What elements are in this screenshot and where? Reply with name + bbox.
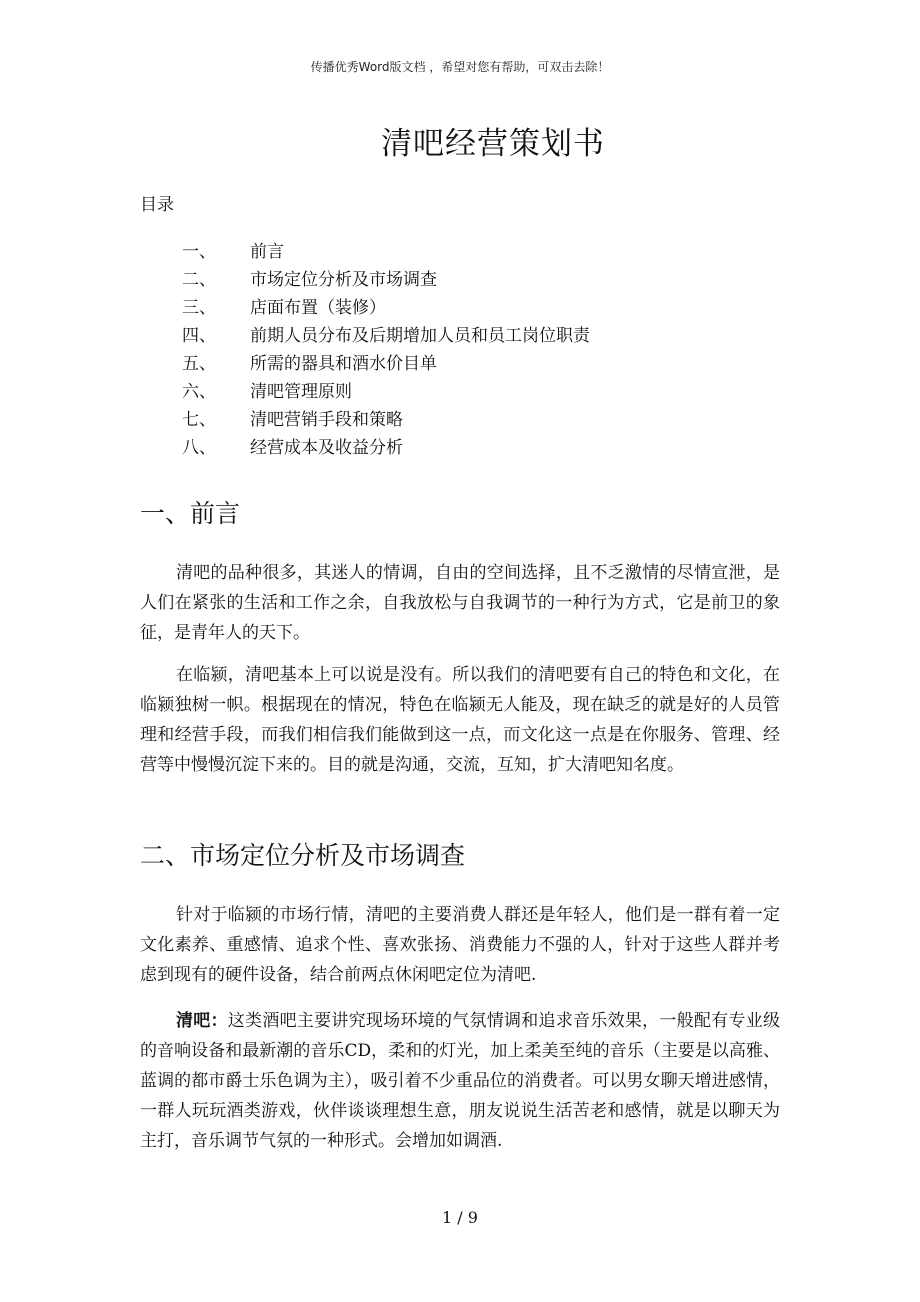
header-note: 传播优秀Word版文档 ，希望对您有帮助，可双击去除！ xyxy=(310,60,610,74)
toc-item[interactable] xyxy=(140,350,800,378)
toc-item-text: 清吧管理原则 xyxy=(250,382,352,402)
toc-item-text: 所需的器具和酒水价目单 xyxy=(250,354,437,374)
document-title: 清吧经营策划书 xyxy=(381,126,605,162)
toc-item-number: 七、 xyxy=(182,410,216,430)
toc-item[interactable] xyxy=(140,266,800,294)
preface-paragraph-1: 清吧的品种很多，其迷人的情调，自由的空间选择，且不乏激情的尽情宣泄，是人们在紧张的生活和工作之余，自我放松与自我调节的一种行为方式，它是前卫的象征，是青年人的天下。 xyxy=(140,563,780,643)
section-heading-preface: 一、前言 xyxy=(140,499,241,528)
toc-item-text: 店面布置（装修） xyxy=(250,298,386,318)
toc-item-number: 四、 xyxy=(182,326,216,346)
toc-item-text: 前言 xyxy=(250,242,284,262)
toc-item-text: 经营成本及收益分析 xyxy=(250,438,403,458)
toc-item-number: 八、 xyxy=(182,438,216,458)
toc-item-text: 前期人员分布及后期增加人员和员工岗位职责 xyxy=(250,326,590,346)
toc-item[interactable] xyxy=(140,238,800,266)
table-of-contents xyxy=(140,238,800,462)
toc-item-text: 清吧营销手段和策略 xyxy=(250,410,403,430)
toc-item[interactable] xyxy=(140,378,800,406)
toc-item-text: 市场定位分析及市场调查 xyxy=(250,270,437,290)
qingba-lead-term: 清吧： xyxy=(176,1011,228,1031)
preface-paragraph-2: 在临颍，清吧基本上可以说是没有。所以我们的清吧要有自己的特色和文化，在临颍独树一帜。根据现在的情况，特色在临颍无人能及，现在缺乏的就是好的人员管理和经营手段，而我们相信我们能做到这一点，而文化这一点是在你服务、管理、经营等中慢慢沉淀下来的。目的就是沟通，交流，互知，扩大清吧知名度。 xyxy=(140,665,780,775)
market-paragraph-2 xyxy=(140,1006,780,1156)
toc-item[interactable] xyxy=(140,406,800,434)
toc-item[interactable] xyxy=(140,434,800,462)
section-heading-market: 二、市场定位分析及市场调查 xyxy=(140,841,466,870)
toc-item-number: 三、 xyxy=(182,298,216,318)
toc-item[interactable] xyxy=(140,322,800,350)
toc-item-number: 二、 xyxy=(182,270,216,290)
toc-item-number: 六、 xyxy=(182,382,216,402)
page-number: 1 / 9 xyxy=(442,1208,478,1227)
toc-item[interactable] xyxy=(140,294,800,322)
toc-label: 目录 xyxy=(140,195,174,215)
market-paragraph-1: 针对于临颍的市场行情，清吧的主要消费人群还是年轻人，他们是一群有着一定文化素养、重感情、追求个性、喜欢张扬、消费能力不强的人，针对于这些人群并考虑到现有的硬件设备，结合前两点休闲吧定位为清吧. xyxy=(140,905,780,985)
qingba-description: 这类酒吧主要讲究现场环境的气氛情调和追求音乐效果，一般配有专业级的音响设备和最新潮的音乐CD，柔和的灯光，加上柔美至纯的音乐（主要是以高雅、蓝调的都市爵士乐色调为主），吸引着不少重品位的消费者。可以男女聊天增进感情，一群人玩玩酒类游戏，伙伴谈谈理想生意，朋友说说生活苦老和感情，就是以聊天为主打，音乐调节气氛的一种形式。会增加如调酒. xyxy=(140,1011,781,1151)
toc-item-number: 一、 xyxy=(182,242,216,262)
toc-item-number: 五、 xyxy=(182,354,216,374)
